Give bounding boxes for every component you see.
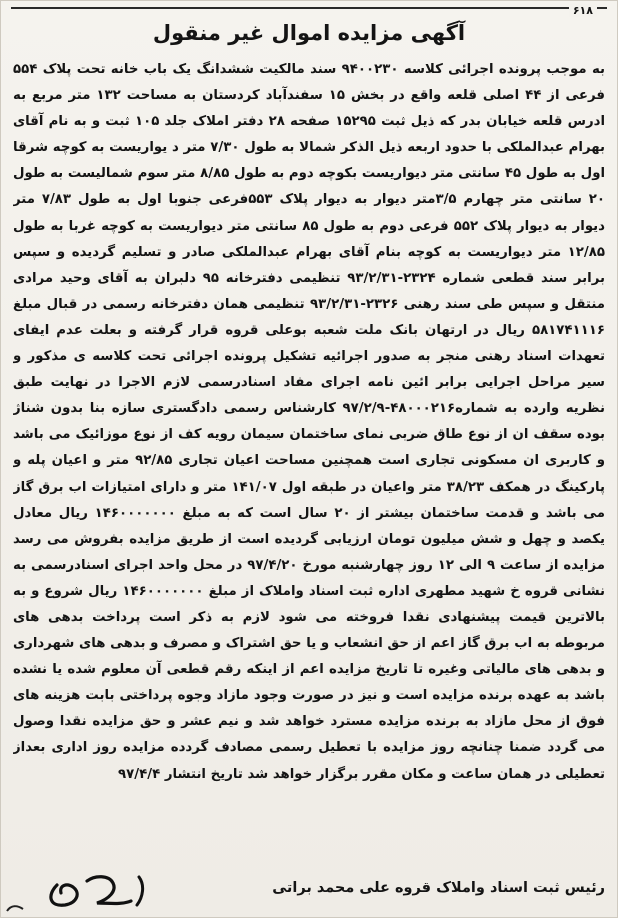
page-number: ۶۱۸ — [569, 4, 597, 17]
signature-text: رئیس ثبت اسناد واملاک قروه علی محمد براتی — [272, 880, 605, 896]
notice-title: آگهی مزایده اموال غیر منقول — [152, 21, 466, 45]
handwritten-mark-icon — [39, 867, 189, 911]
signature-row — [11, 867, 605, 909]
top-rule — [11, 4, 607, 17]
notice-body: به موجب پرونده اجرائی کلاسه ۹۴۰۰۲۳۰ سند مالکیت ششدانگ یک باب خانه تحت پلاک ۵۵۴ فرعی از ۴۴ اصلی قلعه واقع در بخش ۱۵ سفندآباد کردستان به مساحت ۱۳۲ متر مربع به ادرس قلعه خیابان بدر که ذیل ثبت ۱۵۲۹۵ صفحه ۲۸ دفتر املاک جلد ۱۰۵ ثبت و به نام آقای بهرام عبدالملکی با حدود اربعه ذیل الذکر شمالا به طول ۷/۳۰ متر د یواریست به کوچه شرقا اول به طول ۴۵ سانتی متر دیواریست بکوچه دوم به طول ۸/۸۵ متر سوم شمالیست به طول ۲۰ سانتی متر چهارم ۳/۵متر دیوار به دیوار پلاک ۵۵۳فرعی جنوبا اول به طول ۷/۸۳ متر دیوار به دیوار پلاک ۵۵۲ فرعی دوم به طول ۸۵ سانتی متر دیواریست به کوچه غربا به طول ۱۲/۸۵ متر دیواریست به کوچه بنام آقای بهرام عبدالملکی صادر و تسلیم گردیده و سپس برابر سند قطعی شماره ۲۳۲۴-۹۳/۲/۳۱ تنظیمی دفترخانه ۹۵ دلبران به آقای وحید مرادی منتقل و سپس طی سند رهنی ۲۳۲۶-۹۳/۲/۳۱ تنظیمی همان دفترخانه رسمی در قبال مبلغ ۵۸۱۷۴۱۱۱۶ ریال در ارتهان بانک ملت شعبه بوعلی قروه قرار گرفته و بعلت عدم ایفای تعهدات اسناد رهنی منجر به صدور اجرائیه تشکیل پرونده اجرائی تحت کلاسه ی مذکور و سیر مراحل اجرایی برابر ائین نامه اجرای مفاد اسنادرسمی لازم الاجرا در نهایت طبق نظریه وارده به شماره۴۸۰۰۰۲۱۶-۹۷/۲/۹ کارشناس رسمی دادگستری سازه بنا بدون شناژ بوده سقف ان از نوع طاق ضربی نمای ساختمان سیمان رویه کف از نوع موزائیک می باشد و کاربری ان مسکونی تجاری است همچنین مساحت اعیان تجاری ۹۲/۸۵ متر و اعیان پله و پارکینگ در همکف ۳۸/۲۳ متر واعیان در طبقه اول ۱۴۱/۰۷ متر و دارای امتیازات اب برق گاز می باشد و قدمت ساختمان بیشتر از ۲۰ سال است که به مبلغ ۱۴۶۰۰۰۰۰۰۰ ریال معادل یکصد و چهل و شش میلیون تومان ارزیابی گردیده است از طریق مزایده بفروش می رسد مزایده از ساعت ۹ الی ۱۲ روز چهارشنبه مورخ ۹۷/۴/۲۰ در محل واحد اجرای اسنادرسمی به نشانی قروه خ شهید مطهری اداره ثبت اسناد واملاک از مبلغ ۱۴۶۰۰۰۰۰۰۰ ریال شروع و به بالاترین قیمت پیشنهادی نقدا فروخته می شود لازم به ذکر است پرداخت بدهی های مربوطه به اب برق گاز اعم از حق انشعاب و یا حق اشتراک و مصرف و بدهی های شهرداری و بدهی های مالیاتی وغیره تا تاریخ مزایده اعم از اینکه رقم قطعی آن معلوم شده یا نشده باشد به عهده برنده مزایده است و نیز در صورت وجود مازاد وجوه پرداختی بابت هزینه های فوق از محل مازاد به برنده مزایده مسترد خواهد شد و نیم عشر و حق مزایده نقدا وصول می گردد ضمنا چنانچه روز مزایده با تعطیل رسمی مصادف گردده مزایده روز اداری بعداز تعطیلی در همان ساعت و مکان مقرر برگزار خواهد شد تاریخ انتشار ۹۷/۴/۴ — [13, 62, 605, 782]
corner-scan-mark-icon — [5, 901, 25, 915]
